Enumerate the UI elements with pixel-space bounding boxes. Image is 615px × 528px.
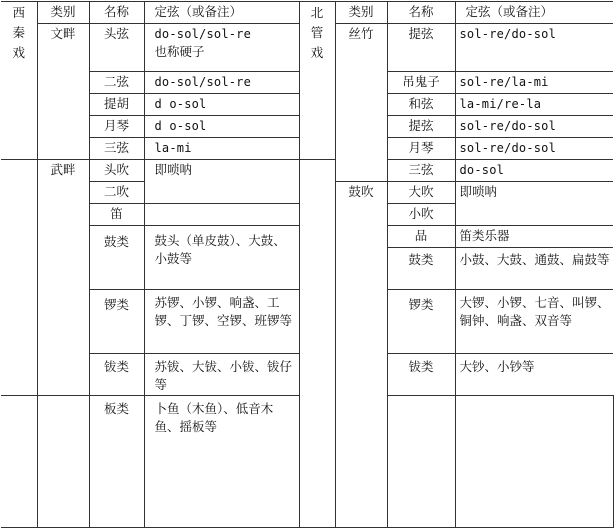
instrument-tuning: 卜鱼（木鱼）、低音木鱼、摇板等 [144, 396, 299, 528]
instrument-name: 锣类 [387, 290, 455, 354]
category-sizhu: 丝竹 [335, 24, 387, 182]
instrument-name: 锣类 [89, 290, 144, 354]
instrument-tuning: do-sol/sol-re [144, 72, 299, 94]
instrument-tuning [144, 24, 299, 72]
instrument-name: 提弦 [387, 116, 455, 138]
instrument-tuning: 小鼓、大鼓、通鼓、扁鼓等 [455, 248, 613, 290]
opera-xiqin [1, 2, 37, 160]
instrument-name: 提弦 [387, 24, 455, 72]
instrument-tuning: 苏锣、小锣、响盏、工锣、丁锣、空锣、班锣等 [144, 290, 299, 354]
instrument-tuning: sol-re/la-mi [455, 72, 613, 94]
instrument-tuning: la-mi/re-la [455, 94, 613, 116]
opera-char: 北 [310, 5, 324, 20]
instrument-name: 小吹 [387, 204, 455, 226]
opera-char: 戏 [310, 45, 324, 60]
instrument-name: 月琴 [387, 138, 455, 160]
header-tuning-right: 定弦（或备注） [455, 2, 613, 24]
opera-spacer-left [1, 160, 37, 396]
tuning-note: 也称硬子 [154, 44, 205, 59]
category-spacer [37, 396, 89, 528]
instrument-name: 鼓类 [89, 226, 144, 290]
header-tuning-left: 定弦（或备注） [144, 2, 299, 24]
instrument-tuning: sol-re/do-sol [455, 116, 613, 138]
instrument-name: 二弦 [89, 72, 144, 94]
instrument-tuning: sol-re/do-sol [455, 138, 613, 160]
instrument-tuning: d o-sol [144, 94, 299, 116]
opera-spacer-left-bottom [1, 396, 37, 528]
opera-beiguan [299, 2, 335, 160]
category-guchui: 鼓吹 [335, 182, 387, 528]
suona-note-left: 即唢呐 [144, 160, 299, 204]
instrument-name: 月琴 [89, 116, 144, 138]
instrument-name: 提胡 [89, 94, 144, 116]
header-category-left: 类别 [37, 2, 89, 24]
instrument-name: 头吹 [89, 160, 144, 182]
opera-spacer-right [299, 160, 335, 528]
header-category-right: 类别 [335, 2, 387, 24]
header-name-right: 名称 [387, 2, 455, 24]
opera-spacer-right-bottom [387, 396, 455, 528]
instrument-name: 品 [387, 226, 455, 248]
instrument-name: 三弦 [89, 138, 144, 160]
header-row [1, 2, 613, 24]
instrument-tuning: 大锣、小锣、七音、叫锣、铜钟、响盏、双音等 [455, 290, 613, 354]
instrument-tuning: 苏钹、大钹、小钹、钹仔等 [144, 354, 299, 396]
category-wenchang: 文畔 [37, 24, 89, 160]
category-wuchang: 武畔 [37, 160, 89, 396]
instrument-tuning: la-mi [144, 138, 299, 160]
instrument-tuning: 大钞、小钞等 [455, 354, 613, 396]
instrument-tuning: d o-sol [144, 116, 299, 138]
instrument-name: 吊鬼子 [387, 72, 455, 94]
instrument-tuning: sol-re/do-sol [455, 24, 613, 72]
instrument-table [1, 1, 613, 528]
header-name-left: 名称 [89, 2, 144, 24]
instrument-tuning: 笛类乐器 [455, 226, 613, 248]
category-spacer [455, 396, 613, 528]
instrument-name: 三弦 [387, 160, 455, 182]
suona-note-right: 即唢呐 [455, 182, 613, 226]
opera-char: 管 [310, 25, 324, 40]
instrument-name: 二吹 [89, 182, 144, 204]
instrument-tuning: 鼓头（单皮鼓）、大鼓、小鼓等 [144, 226, 299, 290]
instrument-name: 头弦 [89, 24, 144, 72]
instrument-name: 鼓类 [387, 248, 455, 290]
instrument-name: 大吹 [387, 182, 455, 204]
instrument-tuning [144, 204, 299, 226]
instrument-name: 和弦 [387, 94, 455, 116]
instrument-tuning: do-sol [455, 160, 613, 182]
tuning-value: do-sol/sol-re [154, 27, 252, 41]
opera-char: 秦 [12, 25, 25, 40]
opera-char: 戏 [12, 45, 25, 60]
opera-char: 西 [12, 5, 25, 20]
instrument-name: 钹类 [89, 354, 144, 396]
instrument-name: 板类 [89, 396, 144, 528]
instrument-name: 笛 [89, 204, 144, 226]
table-row [1, 160, 613, 182]
instrument-name: 钹类 [387, 354, 455, 396]
